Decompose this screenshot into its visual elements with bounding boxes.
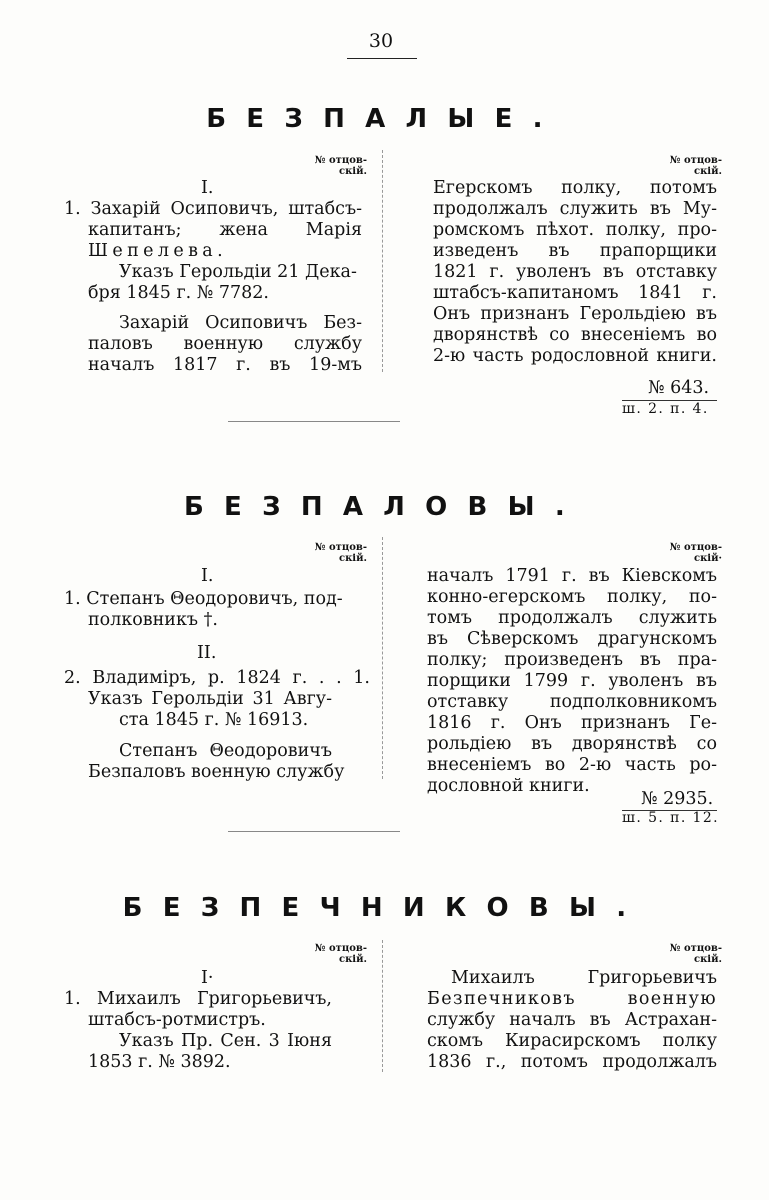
entry-line: штабсъ-ротмистръ. <box>88 1010 266 1030</box>
entry-line: паловъ военную службу <box>88 334 362 354</box>
page-number: 30 <box>368 30 394 52</box>
col-note-left: № отцов- скій. <box>314 943 367 965</box>
record-number: № 2935. <box>641 789 714 809</box>
entry-line: бря 1845 г. № 7782. <box>88 283 269 303</box>
entry-line: въ Сѣверскомъ драгунскомъ <box>427 629 717 649</box>
section-heading-bezpalovy: БЕЗПАЛОВЫ. <box>183 492 586 522</box>
entry-line: изведенъ въ прапорщики <box>433 241 717 261</box>
entry-line: Шепелева. <box>88 241 228 261</box>
entry-line: 1836 г., потомъ продолжалъ <box>427 1052 717 1072</box>
entry-line: Захарій Осиповичъ Без- <box>119 313 362 333</box>
col-note-left: № отцов- скій. <box>314 542 367 564</box>
entry-line: 1821 г. уволенъ въ отставку <box>433 262 717 282</box>
entry-line: рольдіею въ дворянствѣ со <box>427 734 717 754</box>
entry-line: 1. Захарій Осиповичъ, штабсъ- <box>64 199 362 219</box>
generation-numeral: II. <box>197 643 217 663</box>
entry-line: Указъ Герольдіи 31 Авгу- <box>88 689 332 709</box>
column-divider <box>382 537 383 779</box>
entry-line: томъ продолжалъ служить <box>427 608 717 628</box>
entry-line: внесеніемъ во 2-ю часть ро- <box>427 755 717 775</box>
col-note-left: № отцов- скій. <box>314 155 367 177</box>
entry-line: Онъ признанъ Герольдіею въ <box>433 304 717 324</box>
entry-line: началъ 1817 г. въ 19-мъ <box>88 355 362 375</box>
entry-line: Михаилъ Григорьевичъ <box>451 968 717 988</box>
entry-line: службу началъ въ Астрахан- <box>427 1010 717 1030</box>
entry-line: 1853 г. № 3892. <box>88 1052 231 1072</box>
col-note-right: № отцов- скій. <box>669 943 722 965</box>
generation-numeral: I. <box>201 178 214 198</box>
entry-line: Указъ Герольдіи 21 Дека- <box>119 262 357 282</box>
section-separator <box>228 831 400 832</box>
entry-line: 2. Владиміръ, р. 1824 г. . . 1. <box>64 668 370 688</box>
entry-line: продолжалъ служить въ Му- <box>433 199 717 219</box>
record-shelf: ш. 2. п. 4. <box>622 401 709 417</box>
entry-line: дворянствѣ со внесеніемъ во <box>433 325 717 345</box>
entry-line: штабсъ-капитаномъ 1841 г. <box>433 283 717 303</box>
generation-numeral: I. <box>201 566 214 586</box>
entry-line: 2-ю часть родословной книги. <box>433 346 717 366</box>
entry-line: ста 1845 г. № 16913. <box>119 710 309 730</box>
section-heading-bezpechnikovy: БЕЗПЕЧНИКОВЫ. <box>122 893 647 923</box>
record-number: № 643. <box>648 378 710 398</box>
entry-line: полковникъ †. <box>88 610 218 630</box>
column-divider <box>382 940 383 1072</box>
entry-line: капитанъ; жена Марія <box>88 220 362 240</box>
generation-numeral: I· <box>201 968 214 988</box>
section-heading-bezpalye: БЕЗПАЛЫЕ. <box>206 104 563 134</box>
col-note-right: № отцов- скій· <box>669 542 722 564</box>
column-divider <box>382 150 383 372</box>
entry-line: конно-егерскомъ полку, по- <box>427 587 717 607</box>
entry-line: Безпаловъ военную службу <box>88 762 345 782</box>
entry-line: дословной книги. <box>427 776 590 796</box>
entry-line: Степанъ Θеодоровичъ <box>119 741 332 761</box>
entry-line: отставку подполковникомъ <box>427 692 717 712</box>
entry-line: порщики 1799 г. уволенъ въ <box>427 671 717 691</box>
entry-line: 1. Михаилъ Григорьевичъ, <box>64 989 332 1009</box>
entry-line: скомъ Кирасирскомъ полку <box>427 1031 717 1051</box>
entry-line: полку; произведенъ въ пра- <box>427 650 717 670</box>
entry-line: ромскомъ пѣхот. полку, про- <box>433 220 717 240</box>
entry-line: началъ 1791 г. въ Кіевскомъ <box>427 566 717 586</box>
section-separator <box>228 421 400 422</box>
entry-line: Указъ Пр. Сен. 3 Іюня <box>119 1031 332 1051</box>
entry-line: 1816 г. Онъ признанъ Ге- <box>427 713 717 733</box>
entry-line: Егерскомъ полку, потомъ <box>433 178 717 198</box>
entry-line: Безпечниковъ военную <box>427 989 717 1009</box>
entry-line: 1. Степанъ Θеодоровичъ, под- <box>64 589 343 609</box>
record-shelf: ш. 5. п. 12. <box>622 810 720 826</box>
page-number-rule <box>347 58 417 59</box>
col-note-right: № отцов- скій. <box>669 155 722 177</box>
